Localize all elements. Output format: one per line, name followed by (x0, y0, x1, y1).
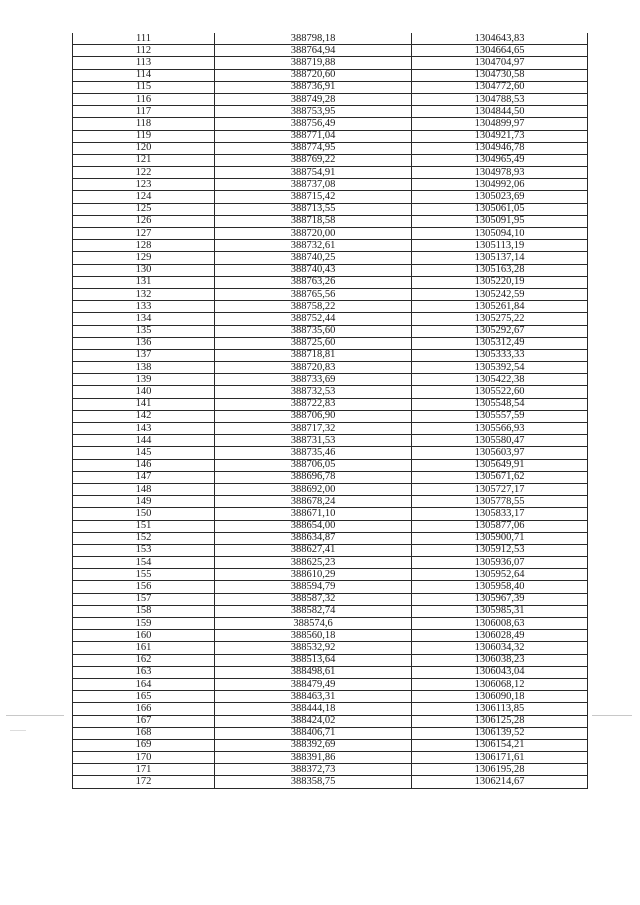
point-number-cell: 125 (73, 203, 215, 215)
y-coordinate-cell: 1306171,61 (412, 752, 588, 764)
x-coordinate-cell: 388731,53 (215, 435, 412, 447)
coordinates-table (72, 33, 588, 789)
x-coordinate-cell: 388696,78 (215, 471, 412, 483)
x-coordinate-cell: 388715,42 (215, 191, 412, 203)
y-coordinate-cell: 1305833,17 (412, 508, 588, 520)
point-number-cell: 156 (73, 581, 215, 593)
y-coordinate-cell: 1304899,97 (412, 118, 588, 130)
point-number-cell: 134 (73, 313, 215, 325)
x-coordinate-cell: 388749,28 (215, 93, 412, 105)
y-coordinate-cell: 1304946,78 (412, 142, 588, 154)
y-coordinate-cell: 1306090,18 (412, 691, 588, 703)
x-coordinate-cell: 388720,00 (215, 228, 412, 240)
table-row (73, 605, 588, 617)
table-row (73, 57, 588, 69)
table-row (73, 154, 588, 166)
point-number-cell: 151 (73, 520, 215, 532)
y-coordinate-cell: 1305163,28 (412, 264, 588, 276)
x-coordinate-cell: 388758,22 (215, 301, 412, 313)
table-row (73, 423, 588, 435)
point-number-cell: 168 (73, 727, 215, 739)
x-coordinate-cell: 388798,18 (215, 33, 412, 45)
point-number-cell: 160 (73, 630, 215, 642)
table-row (73, 349, 588, 361)
x-coordinate-cell: 388574,6 (215, 618, 412, 630)
table-row (73, 569, 588, 581)
x-coordinate-cell: 388769,22 (215, 154, 412, 166)
x-coordinate-cell: 388678,24 (215, 496, 412, 508)
point-number-cell: 140 (73, 386, 215, 398)
point-number-cell: 117 (73, 106, 215, 118)
x-coordinate-cell: 388754,91 (215, 167, 412, 179)
table-row (73, 374, 588, 386)
x-coordinate-cell: 388560,18 (215, 630, 412, 642)
x-coordinate-cell: 388610,29 (215, 569, 412, 581)
x-coordinate-cell: 388725,60 (215, 337, 412, 349)
x-coordinate-cell: 388627,41 (215, 544, 412, 556)
x-coordinate-cell: 388735,46 (215, 447, 412, 459)
y-coordinate-cell: 1305936,07 (412, 557, 588, 569)
table-row (73, 764, 588, 776)
x-coordinate-cell: 388406,71 (215, 727, 412, 739)
x-coordinate-cell: 388692,00 (215, 483, 412, 495)
y-coordinate-cell: 1304704,97 (412, 57, 588, 69)
y-coordinate-cell: 1304921,73 (412, 130, 588, 142)
table-row (73, 410, 588, 422)
x-coordinate-cell: 388424,02 (215, 715, 412, 727)
x-coordinate-cell: 388587,32 (215, 593, 412, 605)
table-row (73, 301, 588, 313)
table-row (73, 81, 588, 93)
y-coordinate-cell: 1306028,49 (412, 630, 588, 642)
table-row (73, 630, 588, 642)
table-row (73, 276, 588, 288)
x-coordinate-cell: 388763,26 (215, 276, 412, 288)
point-number-cell: 122 (73, 167, 215, 179)
y-coordinate-cell: 1305220,19 (412, 276, 588, 288)
x-coordinate-cell: 388706,05 (215, 459, 412, 471)
point-number-cell: 116 (73, 93, 215, 105)
point-number-cell: 172 (73, 776, 215, 788)
table-row (73, 581, 588, 593)
x-coordinate-cell: 388753,95 (215, 106, 412, 118)
y-coordinate-cell: 1304965,49 (412, 154, 588, 166)
point-number-cell: 145 (73, 447, 215, 459)
x-coordinate-cell: 388391,86 (215, 752, 412, 764)
table-row (73, 739, 588, 751)
y-coordinate-cell: 1306139,52 (412, 727, 588, 739)
y-coordinate-cell: 1305727,17 (412, 483, 588, 495)
x-coordinate-cell: 388532,92 (215, 642, 412, 654)
point-number-cell: 120 (73, 142, 215, 154)
x-coordinate-cell: 388463,31 (215, 691, 412, 703)
point-number-cell: 163 (73, 666, 215, 678)
point-number-cell: 148 (73, 483, 215, 495)
x-coordinate-cell: 388735,60 (215, 325, 412, 337)
x-coordinate-cell: 388756,49 (215, 118, 412, 130)
table-row (73, 544, 588, 556)
table-row (73, 398, 588, 410)
table-row (73, 45, 588, 57)
y-coordinate-cell: 1305333,33 (412, 349, 588, 361)
y-coordinate-cell: 1305242,59 (412, 288, 588, 300)
point-number-cell: 113 (73, 57, 215, 69)
table-row (73, 264, 588, 276)
point-number-cell: 111 (73, 33, 215, 45)
table-row (73, 288, 588, 300)
y-coordinate-cell: 1305985,31 (412, 605, 588, 617)
table-row (73, 93, 588, 105)
y-coordinate-cell: 1305061,05 (412, 203, 588, 215)
table-row (73, 203, 588, 215)
point-number-cell: 133 (73, 301, 215, 313)
y-coordinate-cell: 1305261,84 (412, 301, 588, 313)
x-coordinate-cell: 388372,73 (215, 764, 412, 776)
y-coordinate-cell: 1305877,06 (412, 520, 588, 532)
x-coordinate-cell: 388737,08 (215, 179, 412, 191)
x-coordinate-cell: 388752,44 (215, 313, 412, 325)
point-number-cell: 167 (73, 715, 215, 727)
x-coordinate-cell: 388444,18 (215, 703, 412, 715)
table-row (73, 776, 588, 788)
x-coordinate-cell: 388717,32 (215, 423, 412, 435)
x-coordinate-cell: 388764,94 (215, 45, 412, 57)
y-coordinate-cell: 1304844,50 (412, 106, 588, 118)
point-number-cell: 150 (73, 508, 215, 520)
point-number-cell: 155 (73, 569, 215, 581)
table-row (73, 557, 588, 569)
table-row (73, 593, 588, 605)
y-coordinate-cell: 1305292,67 (412, 325, 588, 337)
scan-artifact-left (6, 715, 64, 716)
point-number-cell: 157 (73, 593, 215, 605)
y-coordinate-cell: 1305958,40 (412, 581, 588, 593)
table-row (73, 240, 588, 252)
table-row (73, 215, 588, 227)
y-coordinate-cell: 1306154,21 (412, 739, 588, 751)
point-number-cell: 138 (73, 362, 215, 374)
point-number-cell: 132 (73, 288, 215, 300)
y-coordinate-cell: 1306214,67 (412, 776, 588, 788)
y-coordinate-cell: 1306113,85 (412, 703, 588, 715)
table-row (73, 69, 588, 81)
table-row (73, 642, 588, 654)
table-row (73, 532, 588, 544)
y-coordinate-cell: 1305091,95 (412, 215, 588, 227)
y-coordinate-cell: 1306043,04 (412, 666, 588, 678)
x-coordinate-cell: 388740,43 (215, 264, 412, 276)
y-coordinate-cell: 1306125,28 (412, 715, 588, 727)
y-coordinate-cell: 1306068,12 (412, 678, 588, 690)
y-coordinate-cell: 1305023,69 (412, 191, 588, 203)
point-number-cell: 170 (73, 752, 215, 764)
y-coordinate-cell: 1306008,63 (412, 618, 588, 630)
table-row (73, 459, 588, 471)
x-coordinate-cell: 388498,61 (215, 666, 412, 678)
point-number-cell: 128 (73, 240, 215, 252)
table-row (73, 508, 588, 520)
table-row (73, 666, 588, 678)
y-coordinate-cell: 1305113,19 (412, 240, 588, 252)
point-number-cell: 171 (73, 764, 215, 776)
point-number-cell: 152 (73, 532, 215, 544)
table-row (73, 386, 588, 398)
x-coordinate-cell: 388765,56 (215, 288, 412, 300)
x-coordinate-cell: 388671,10 (215, 508, 412, 520)
point-number-cell: 144 (73, 435, 215, 447)
x-coordinate-cell: 388719,88 (215, 57, 412, 69)
point-number-cell: 124 (73, 191, 215, 203)
point-number-cell: 126 (73, 215, 215, 227)
point-number-cell: 135 (73, 325, 215, 337)
point-number-cell: 165 (73, 691, 215, 703)
point-number-cell: 115 (73, 81, 215, 93)
table-row (73, 228, 588, 240)
point-number-cell: 159 (73, 618, 215, 630)
table-row (73, 678, 588, 690)
x-coordinate-cell: 388634,87 (215, 532, 412, 544)
y-coordinate-cell: 1305522,60 (412, 386, 588, 398)
y-coordinate-cell: 1305422,38 (412, 374, 588, 386)
y-coordinate-cell: 1305952,64 (412, 569, 588, 581)
y-coordinate-cell: 1305900,71 (412, 532, 588, 544)
point-number-cell: 166 (73, 703, 215, 715)
x-coordinate-cell: 388706,90 (215, 410, 412, 422)
x-coordinate-cell: 388740,25 (215, 252, 412, 264)
x-coordinate-cell: 388479,49 (215, 678, 412, 690)
y-coordinate-cell: 1305649,91 (412, 459, 588, 471)
y-coordinate-cell: 1305548,54 (412, 398, 588, 410)
table-row (73, 703, 588, 715)
table-row (73, 362, 588, 374)
y-coordinate-cell: 1305603,97 (412, 447, 588, 459)
table-row (73, 337, 588, 349)
table-row (73, 727, 588, 739)
x-coordinate-cell: 388722,83 (215, 398, 412, 410)
table-row (73, 325, 588, 337)
x-coordinate-cell: 388771,04 (215, 130, 412, 142)
y-coordinate-cell: 1305275,22 (412, 313, 588, 325)
point-number-cell: 162 (73, 654, 215, 666)
table-row (73, 118, 588, 130)
x-coordinate-cell: 388720,60 (215, 69, 412, 81)
point-number-cell: 112 (73, 45, 215, 57)
x-coordinate-cell: 388718,81 (215, 349, 412, 361)
x-coordinate-cell: 388594,79 (215, 581, 412, 593)
x-coordinate-cell: 388392,69 (215, 739, 412, 751)
x-coordinate-cell: 388732,61 (215, 240, 412, 252)
x-coordinate-cell: 388733,69 (215, 374, 412, 386)
y-coordinate-cell: 1305967,39 (412, 593, 588, 605)
x-coordinate-cell: 388736,91 (215, 81, 412, 93)
point-number-cell: 131 (73, 276, 215, 288)
table-row (73, 496, 588, 508)
point-number-cell: 139 (73, 374, 215, 386)
y-coordinate-cell: 1304730,58 (412, 69, 588, 81)
y-coordinate-cell: 1305392,54 (412, 362, 588, 374)
point-number-cell: 119 (73, 130, 215, 142)
table-row (73, 191, 588, 203)
table-row (73, 618, 588, 630)
point-number-cell: 114 (73, 69, 215, 81)
table-row (73, 520, 588, 532)
x-coordinate-cell: 388718,58 (215, 215, 412, 227)
table-row (73, 179, 588, 191)
point-number-cell: 146 (73, 459, 215, 471)
y-coordinate-cell: 1304978,93 (412, 167, 588, 179)
table-row (73, 654, 588, 666)
table-row (73, 483, 588, 495)
x-coordinate-cell: 388358,75 (215, 776, 412, 788)
point-number-cell: 121 (73, 154, 215, 166)
x-coordinate-cell: 388713,55 (215, 203, 412, 215)
x-coordinate-cell: 388732,53 (215, 386, 412, 398)
point-number-cell: 123 (73, 179, 215, 191)
table-row (73, 435, 588, 447)
point-number-cell: 142 (73, 410, 215, 422)
point-number-cell: 164 (73, 678, 215, 690)
table-row (73, 715, 588, 727)
point-number-cell: 118 (73, 118, 215, 130)
y-coordinate-cell: 1304772,60 (412, 81, 588, 93)
x-coordinate-cell: 388582,74 (215, 605, 412, 617)
point-number-cell: 130 (73, 264, 215, 276)
table-row (73, 252, 588, 264)
x-coordinate-cell: 388625,23 (215, 557, 412, 569)
table-row (73, 471, 588, 483)
table-row (73, 33, 588, 45)
x-coordinate-cell: 388513,64 (215, 654, 412, 666)
y-coordinate-cell: 1305778,55 (412, 496, 588, 508)
table-row (73, 142, 588, 154)
y-coordinate-cell: 1304992,06 (412, 179, 588, 191)
x-coordinate-cell: 388720,83 (215, 362, 412, 374)
y-coordinate-cell: 1304643,83 (412, 33, 588, 45)
table-row (73, 752, 588, 764)
point-number-cell: 127 (73, 228, 215, 240)
y-coordinate-cell: 1306034,32 (412, 642, 588, 654)
point-number-cell: 137 (73, 349, 215, 361)
y-coordinate-cell: 1305137,14 (412, 252, 588, 264)
point-number-cell: 169 (73, 739, 215, 751)
y-coordinate-cell: 1305557,59 (412, 410, 588, 422)
point-number-cell: 161 (73, 642, 215, 654)
scan-artifact-left-lower (10, 730, 26, 731)
table-row (73, 130, 588, 142)
x-coordinate-cell: 388774,95 (215, 142, 412, 154)
point-number-cell: 147 (73, 471, 215, 483)
point-number-cell: 141 (73, 398, 215, 410)
y-coordinate-cell: 1306038,23 (412, 654, 588, 666)
coordinates-table-body (73, 33, 588, 788)
point-number-cell: 153 (73, 544, 215, 556)
point-number-cell: 158 (73, 605, 215, 617)
point-number-cell: 129 (73, 252, 215, 264)
y-coordinate-cell: 1305912,53 (412, 544, 588, 556)
table-row (73, 691, 588, 703)
y-coordinate-cell: 1305566,93 (412, 423, 588, 435)
y-coordinate-cell: 1306195,28 (412, 764, 588, 776)
point-number-cell: 149 (73, 496, 215, 508)
scan-artifact-right (592, 715, 632, 716)
table-row (73, 106, 588, 118)
y-coordinate-cell: 1305094,10 (412, 228, 588, 240)
x-coordinate-cell: 388654,00 (215, 520, 412, 532)
y-coordinate-cell: 1305580,47 (412, 435, 588, 447)
table-row (73, 447, 588, 459)
table-row (73, 313, 588, 325)
point-number-cell: 143 (73, 423, 215, 435)
y-coordinate-cell: 1305671,62 (412, 471, 588, 483)
y-coordinate-cell: 1304664,65 (412, 45, 588, 57)
y-coordinate-cell: 1304788,53 (412, 93, 588, 105)
table-row (73, 167, 588, 179)
y-coordinate-cell: 1305312,49 (412, 337, 588, 349)
point-number-cell: 136 (73, 337, 215, 349)
point-number-cell: 154 (73, 557, 215, 569)
